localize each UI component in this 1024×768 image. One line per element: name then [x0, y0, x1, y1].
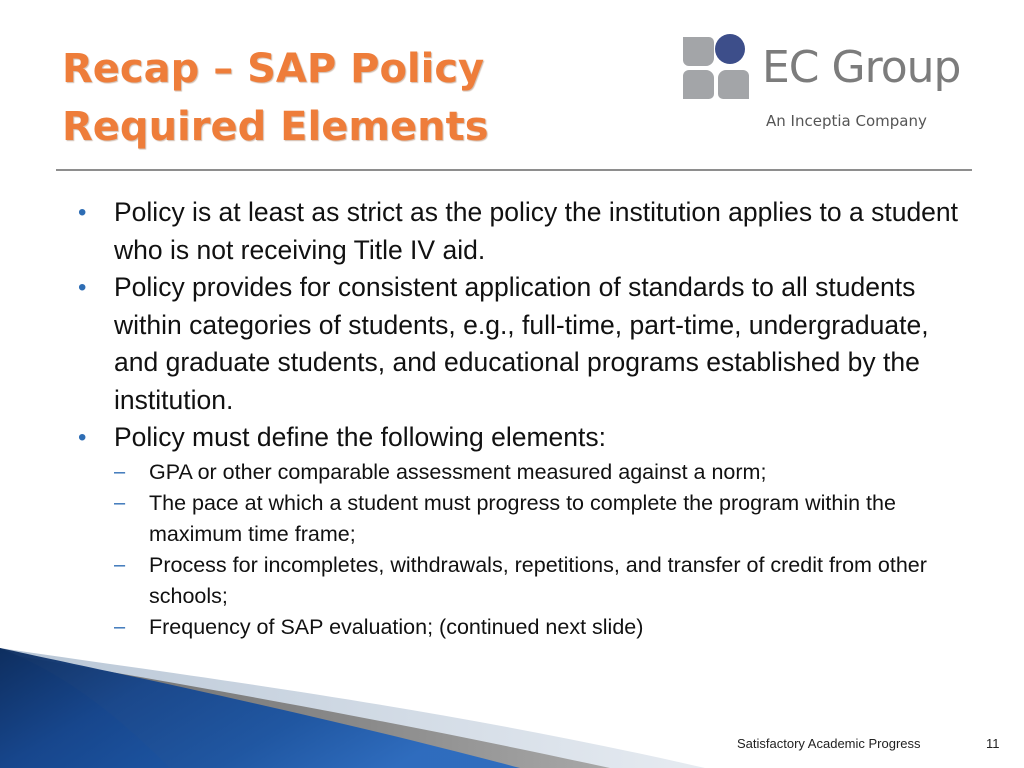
dash-icon: – [114, 553, 126, 576]
footer-title: Satisfactory Academic Progress [737, 736, 921, 751]
swoosh-blue-body [0, 648, 520, 768]
dash-icon: – [114, 460, 126, 483]
logo-tagline: An Inceptia Company [766, 112, 927, 130]
sub-item-text: Process for incompletes, withdrawals, repetitions, and transfer of credit from other schools; [149, 552, 927, 608]
dash-icon: – [114, 615, 126, 638]
page-number: 11 [986, 736, 1000, 751]
slide-title-line-2: Required Elements [62, 104, 489, 150]
bullet-icon: • [78, 199, 87, 226]
sub-item-text: Frequency of SAP evaluation; (continued next slide) [149, 614, 644, 639]
logo-name: EC Group [762, 42, 961, 93]
bullet-text: Policy is at least as strict as the policy the institution applies to a student who is not receiving Title IV aid. [114, 197, 959, 265]
bullet-text: Policy must define the following elements: [114, 422, 606, 452]
slide-title-line-1: Recap – SAP Policy [62, 46, 485, 92]
sub-item-text: GPA or other comparable assessment measured against a norm; [149, 459, 767, 484]
bullet-icon: • [78, 274, 87, 301]
sub-item-text: The pace at which a student must progress to complete the program within the maximum time frame; [149, 490, 896, 546]
dash-icon: – [114, 491, 126, 514]
bullet-icon: • [78, 424, 87, 451]
bullet-text: Policy provides for consistent application of standards to all students within categories of students, e.g., full-time, part-time, undergraduate, and graduate students, and educational programs established by the institution. [114, 272, 929, 415]
